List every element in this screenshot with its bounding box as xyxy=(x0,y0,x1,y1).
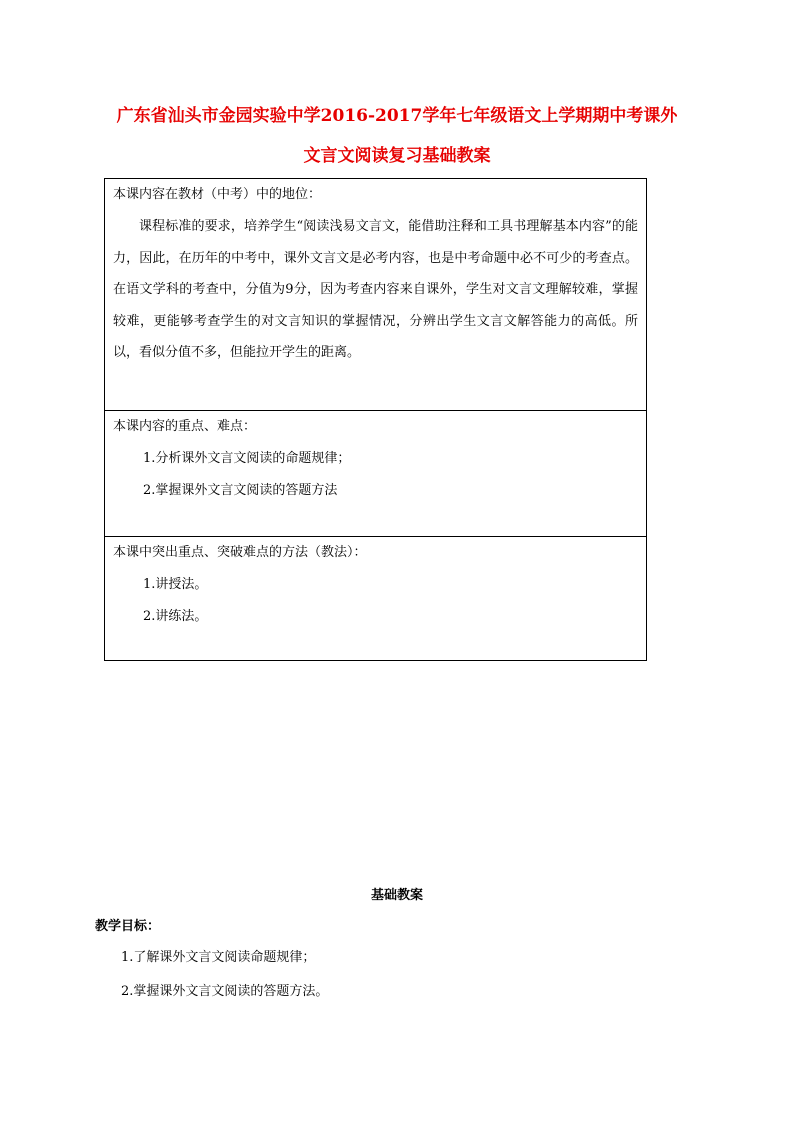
key-points-cell xyxy=(105,411,647,537)
document-title-line-2: 文言文阅读复习基础教案 xyxy=(303,146,491,166)
method-item: 2.讲练法。 xyxy=(143,608,208,624)
teaching-goal-item: 2.掌握课外文言文阅读的答题方法。 xyxy=(121,984,329,999)
lesson-info-table xyxy=(104,178,647,661)
teaching-goals-label: 教学目标： xyxy=(95,919,161,934)
key-points-heading: 本课内容的重点、难点： xyxy=(113,419,257,434)
key-point-item: 2.掌握课外文言文阅读的答题方法 xyxy=(143,482,338,498)
document-title-line-1: 广东省汕头市金园实验中学2016-2017学年七年级语文上学期期中考课外 xyxy=(116,106,678,126)
teaching-goal-item: 1.了解课外文言文阅读命题规律； xyxy=(121,950,316,965)
status-paragraph: 课程标准的要求，培养学生“阅读浅易文言文，能借助注释和工具书理解基本内容”的能力，因此，在历年的中考中，课外文言文是必考内容，也是中考命题中必不可少的考查点。在语文学科的考查中，分值为9分，因为考查内容来自课外，学生对文言文理解较难，掌握较难，更能够考查学生的对文言知识的掌握情况，分辨出学生文言文解答能力的高低。所以，看似分值不多，但能拉开学生的距离。 xyxy=(113,219,638,360)
status-cell xyxy=(105,179,647,411)
method-item: 1.讲授法。 xyxy=(143,577,208,592)
methods-heading: 本课中突出重点、突破难点的方法（教法）： xyxy=(113,545,367,560)
status-row xyxy=(105,179,647,411)
basic-plan-title: 基础教案 xyxy=(370,888,423,903)
status-heading: 本课内容在教材（中考）中的地位： xyxy=(113,187,322,202)
key-points-row xyxy=(105,411,647,537)
methods-cell xyxy=(105,537,647,661)
methods-row xyxy=(105,537,647,661)
key-point-item: 1.分析课外文言文阅读的命题规律； xyxy=(143,451,351,466)
